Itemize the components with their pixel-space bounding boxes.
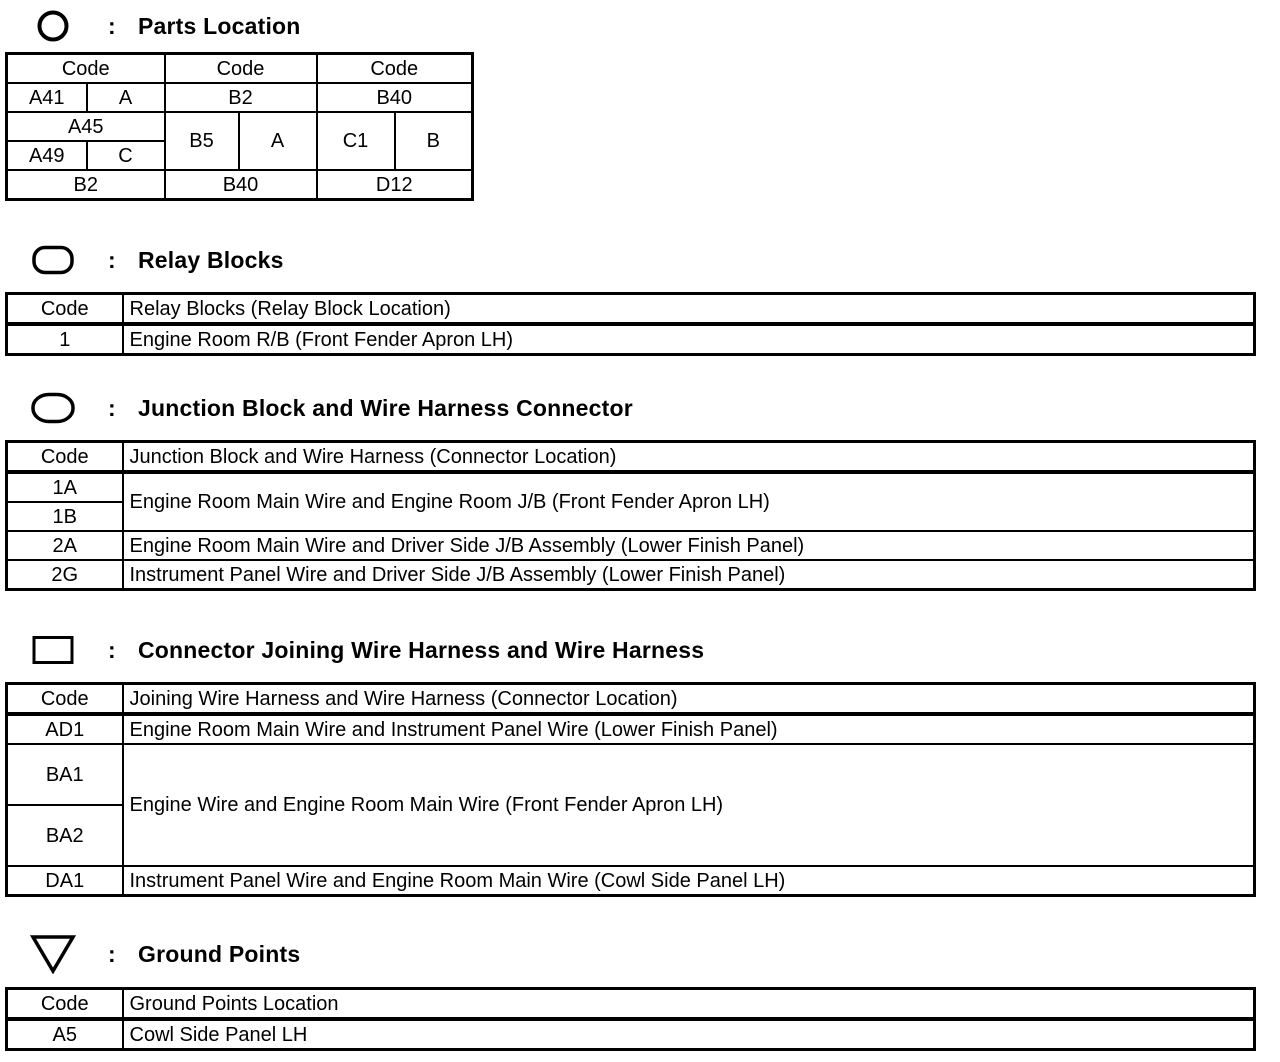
table-header: Code <box>7 294 123 325</box>
table-cell: A49 <box>7 141 87 170</box>
rectangle-icon <box>28 630 78 670</box>
joining-connector-heading <box>28 630 704 670</box>
ground-points-heading <box>28 934 300 974</box>
table-cell: A5 <box>7 1019 123 1050</box>
rounded-rect-icon <box>28 240 78 280</box>
table-cell: B40 <box>165 170 317 200</box>
joining-connector-table <box>5 682 1256 897</box>
parts-location-title: Parts Location <box>138 12 301 39</box>
table-cell: Instrument Panel Wire and Engine Room Main Wire (Cowl Side Panel LH) <box>123 866 1255 896</box>
table-header: Code <box>7 989 123 1020</box>
circle-icon <box>28 6 78 46</box>
table-header: Relay Blocks (Relay Block Location) <box>123 294 1255 325</box>
heading-colon: : <box>108 12 116 39</box>
table-cell: C1 <box>317 112 395 170</box>
junction-block-title: Junction Block and Wire Harness Connector <box>138 394 633 421</box>
table-header: Code <box>7 442 123 473</box>
ground-points-title: Ground Points <box>138 940 301 967</box>
heading-colon: : <box>108 246 116 273</box>
table-header: Code <box>317 54 473 84</box>
joining-connector-title: Connector Joining Wire Harness and Wire Harness <box>138 636 705 663</box>
table-cell: Engine Room Main Wire and Instrument Panel Wire (Lower Finish Panel) <box>123 714 1255 744</box>
table-cell: Instrument Panel Wire and Driver Side J/B Assembly (Lower Finish Panel) <box>123 560 1255 590</box>
table-cell: BA1 <box>7 744 123 805</box>
table-cell: A41 <box>7 83 87 112</box>
table-cell: Engine Room Main Wire and Engine Room J/B (Front Fender Apron LH) <box>123 472 1255 531</box>
relay-blocks-table <box>5 292 1256 356</box>
table-header: Code <box>7 54 165 84</box>
heading-colon: : <box>108 394 116 421</box>
table-header: Code <box>165 54 317 84</box>
table-cell: B2 <box>165 83 317 112</box>
table-header: Junction Block and Wire Harness (Connector Location) <box>123 442 1255 473</box>
table-cell: 2A <box>7 531 123 560</box>
ground-points-table <box>5 987 1256 1051</box>
heading-colon: : <box>108 636 116 663</box>
table-cell: AD1 <box>7 714 123 744</box>
table-cell: A <box>239 112 317 170</box>
relay-blocks-heading <box>28 240 284 280</box>
table-cell: Engine Room Main Wire and Driver Side J/B Assembly (Lower Finish Panel) <box>123 531 1255 560</box>
table-cell: B <box>395 112 473 170</box>
relay-blocks-title: Relay Blocks <box>138 246 284 273</box>
table-cell: Cowl Side Panel LH <box>123 1019 1255 1050</box>
parts-location-table <box>5 52 474 201</box>
table-cell: 1A <box>7 472 123 502</box>
table-cell: A45 <box>7 112 165 141</box>
table-cell: 2G <box>7 560 123 590</box>
table-cell: Engine Wire and Engine Room Main Wire (Front Fender Apron LH) <box>123 744 1255 866</box>
junction-block-heading <box>28 388 633 428</box>
table-cell: DA1 <box>7 866 123 896</box>
table-header: Joining Wire Harness and Wire Harness (Connector Location) <box>123 684 1255 715</box>
table-cell: 1B <box>7 502 123 531</box>
table-header: Code <box>7 684 123 715</box>
triangle-down-icon <box>28 934 78 974</box>
table-cell: 1 <box>7 324 123 355</box>
table-cell: B5 <box>165 112 239 170</box>
oval-icon <box>28 388 78 428</box>
heading-colon: : <box>108 940 116 967</box>
table-cell: B2 <box>7 170 165 200</box>
junction-block-table <box>5 440 1256 591</box>
table-cell: B40 <box>317 83 473 112</box>
table-cell: BA2 <box>7 805 123 866</box>
table-cell: C <box>87 141 165 170</box>
table-cell: A <box>87 83 165 112</box>
parts-location-heading <box>28 6 301 46</box>
table-cell: D12 <box>317 170 473 200</box>
table-header: Ground Points Location <box>123 989 1255 1020</box>
table-cell: Engine Room R/B (Front Fender Apron LH) <box>123 324 1255 355</box>
